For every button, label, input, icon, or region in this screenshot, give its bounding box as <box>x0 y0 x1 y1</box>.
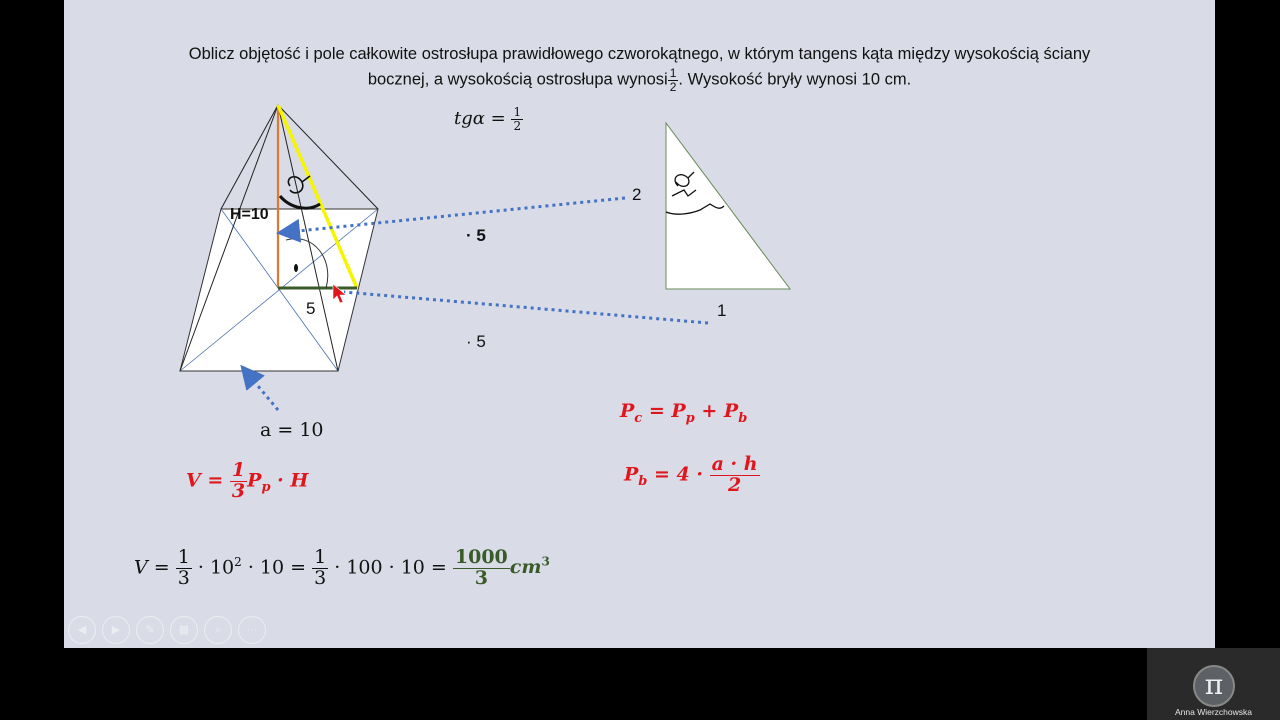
vf-h: · H <box>270 469 309 492</box>
volume-calculation <box>134 548 550 589</box>
vc-frac-2 <box>312 548 328 589</box>
lateral-area-formula <box>624 455 760 496</box>
zoom-button[interactable]: ⌕ <box>204 616 232 644</box>
task-frac-den: 2 <box>669 79 677 94</box>
dot-five: · 5 <box>466 332 486 351</box>
tangent-label: tgα = <box>454 108 506 130</box>
pc-eq: = <box>642 400 672 422</box>
vc-f2-den: 3 <box>314 566 327 589</box>
lateral-edge-4 <box>221 105 278 209</box>
pb-b: b <box>638 474 648 490</box>
height-label: H=10 <box>230 206 269 223</box>
pc-p: P <box>620 400 635 422</box>
vf-den: 3 <box>231 479 246 502</box>
vf-fraction <box>230 461 247 502</box>
pc-pb: P <box>723 400 739 422</box>
task-line-1: Oblicz objętość i pole całkowite ostrosłupa prawidłowego czworokątnego, w którym tangens kąta między wysokością ściany <box>188 45 1091 63</box>
task-line-2-end: . Wysokość bryły wynosi 10 cm. <box>678 70 912 89</box>
triangle-label-1: 1 <box>717 301 727 320</box>
vc-res-den: 3 <box>474 566 488 589</box>
vc-f1-num: 1 <box>177 546 190 568</box>
vc-part1a: · 10 <box>197 556 235 579</box>
next-slide-button[interactable]: ▶ <box>102 616 130 644</box>
pc-pp-sub: p <box>685 410 695 426</box>
vc-sup: 2 <box>234 555 242 570</box>
tangent-formula <box>454 106 523 132</box>
vf-num: 1 <box>231 459 246 481</box>
half-base-label: 5 <box>306 299 316 318</box>
task-line-2-start: bocznej, a wysokością ostrosłupa wynosi <box>367 70 668 89</box>
total-area-formula <box>620 400 747 426</box>
vc-unit: cm <box>509 556 542 579</box>
task-frac-num: 1 <box>669 66 677 80</box>
right-triangle <box>666 123 790 289</box>
vc-result <box>453 546 550 589</box>
pb-den: 2 <box>728 473 742 496</box>
dot-five-bold: · 5 <box>466 226 486 245</box>
tangent-den: 2 <box>513 118 522 133</box>
vc-part1b: · 10 = <box>241 556 307 579</box>
alpha-handwriting <box>288 176 310 193</box>
presenter-panel <box>1147 648 1280 720</box>
vf-p-sub: p <box>261 480 271 496</box>
presenter-logo: π <box>1193 665 1235 707</box>
vc-res-frac <box>453 548 510 589</box>
pc-pp: P <box>671 400 686 422</box>
pb-fraction <box>710 455 760 496</box>
vf-p: P <box>247 469 262 492</box>
more-options-button[interactable]: ··· <box>238 616 266 644</box>
lateral-edge-3 <box>278 105 378 209</box>
pc-pb-sub: b <box>738 410 748 426</box>
vc-f2-num: 1 <box>314 546 327 568</box>
edge-length-formula: a = 10 <box>260 419 324 441</box>
slide-grid-button[interactable]: ▦ <box>170 616 198 644</box>
vf-lhs: V = <box>186 469 224 492</box>
pb-num: a · h <box>711 453 758 475</box>
dotted-arrow-to-base <box>344 292 708 323</box>
vc-part2: · 100 · 10 = <box>334 556 447 579</box>
pb-eq: = 4 · <box>647 463 703 486</box>
vc-frac-1 <box>176 548 192 589</box>
vc-f1-den: 3 <box>177 566 190 589</box>
vc-res-num: 1000 <box>454 546 508 568</box>
pc-c: c <box>634 410 643 426</box>
previous-slide-button[interactable]: ◀ <box>68 616 96 644</box>
pb-p: P <box>624 463 639 486</box>
presenter-name: Anna Wierzchowska <box>1174 707 1252 717</box>
volume-formula <box>186 461 308 502</box>
dotted-arrow-to-edge <box>248 374 278 410</box>
tangent-num: 1 <box>513 105 522 119</box>
triangle-label-2: 2 <box>632 185 642 204</box>
vc-lhs: V = <box>134 556 170 579</box>
tangent-fraction <box>511 106 523 132</box>
pc-plus: + <box>694 400 724 422</box>
pen-tool-button[interactable]: ✎ <box>136 616 164 644</box>
right-angle-dot <box>294 264 298 272</box>
vc-unit-sup: 3 <box>541 555 550 570</box>
slide <box>64 0 1215 648</box>
